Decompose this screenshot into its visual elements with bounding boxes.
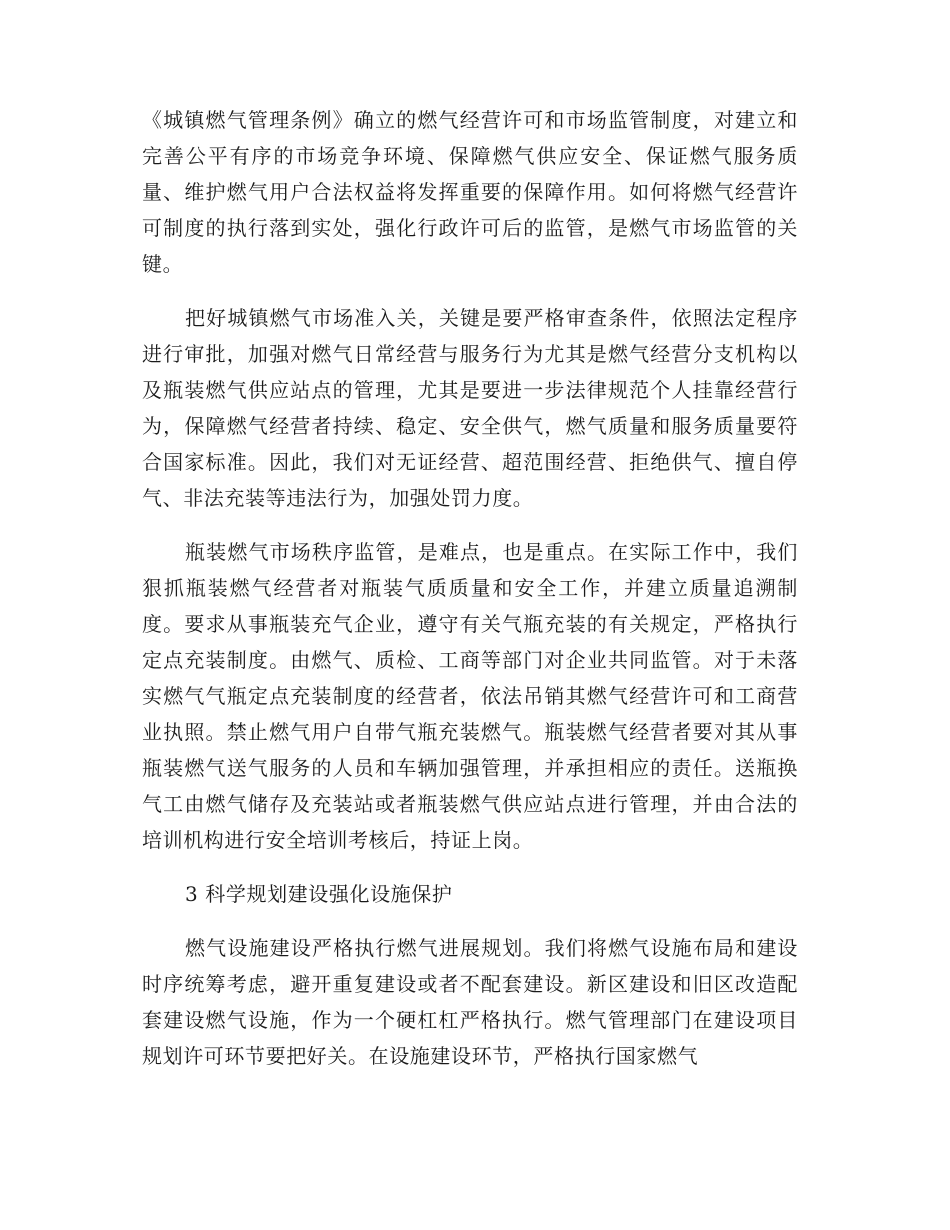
paragraph-facility-planning: 燃气设施建设严格执行燃气进展规划。我们将燃气设施布局和建设时序统筹考虑，避开重复建设或者不配套建设。新区建设和旧区改造配套建设燃气设施，作为一个硬杠杠严格执行。燃气管理部门在建设项目规划许可环节要把好关。在设施建设环节，严格执行国家燃气 bbox=[142, 936, 798, 1068]
paragraph-gas-regulation-intro: 《城镇燃气管理条例》确立的燃气经营许可和市场监管制度，对建立和完善公平有序的市场竞争环境、保障燃气供应安全、保证燃气服务质量、维护燃气用户合法权益将发挥重要的保障作用。如何将燃气经营许可制度的执行落到实处，强化行政许可后的监管，是燃气市场监管的关键。 bbox=[142, 108, 798, 276]
section-heading: 3 科学规划建设强化设施保护 bbox=[185, 882, 453, 906]
document-page bbox=[142, 102, 798, 1092]
paragraph-bottled-gas-supervision: 瓶装燃气市场秩序监管，是难点，也是重点。在实际工作中，我们狠抓瓶装燃气经营者对瓶装气质质量和安全工作，并建立质量追溯制度。要求从事瓶装充气企业，遵守有关气瓶充装的有关规定，严格执行定点充装制度。由燃气、质检、工商等部门对企业共同监管。对于未落实燃气气瓶定点充装制度的经营者，依法吊销其燃气经营许可和工商营业执照。禁止燃气用户自带气瓶充装燃气。瓶装燃气经营者要对其从事瓶装燃气送气服务的人员和车辆加强管理，并承担相应的责任。送瓶换气工由燃气储存及充装站或者瓶装燃气供应站点进行管理，并由合法的培训机构进行安全培训考核后，持证上岗。 bbox=[142, 540, 798, 852]
paragraph-market-access: 把好城镇燃气市场准入关，关键是要严格审查条件，依照法定程序进行审批，加强对燃气日常经营与服务行为尤其是燃气经营分支机构以及瓶装燃气供应站点的管理，尤其是要进一步法律规范个人挂靠经营行为，保障燃气经营者持续、稳定、安全供气，燃气质量和服务质量要符合国家标准。因此，我们对无证经营、超范围经营、拒绝供气、擅自停气、非法充装等违法行为，加强处罚力度。 bbox=[142, 306, 798, 510]
